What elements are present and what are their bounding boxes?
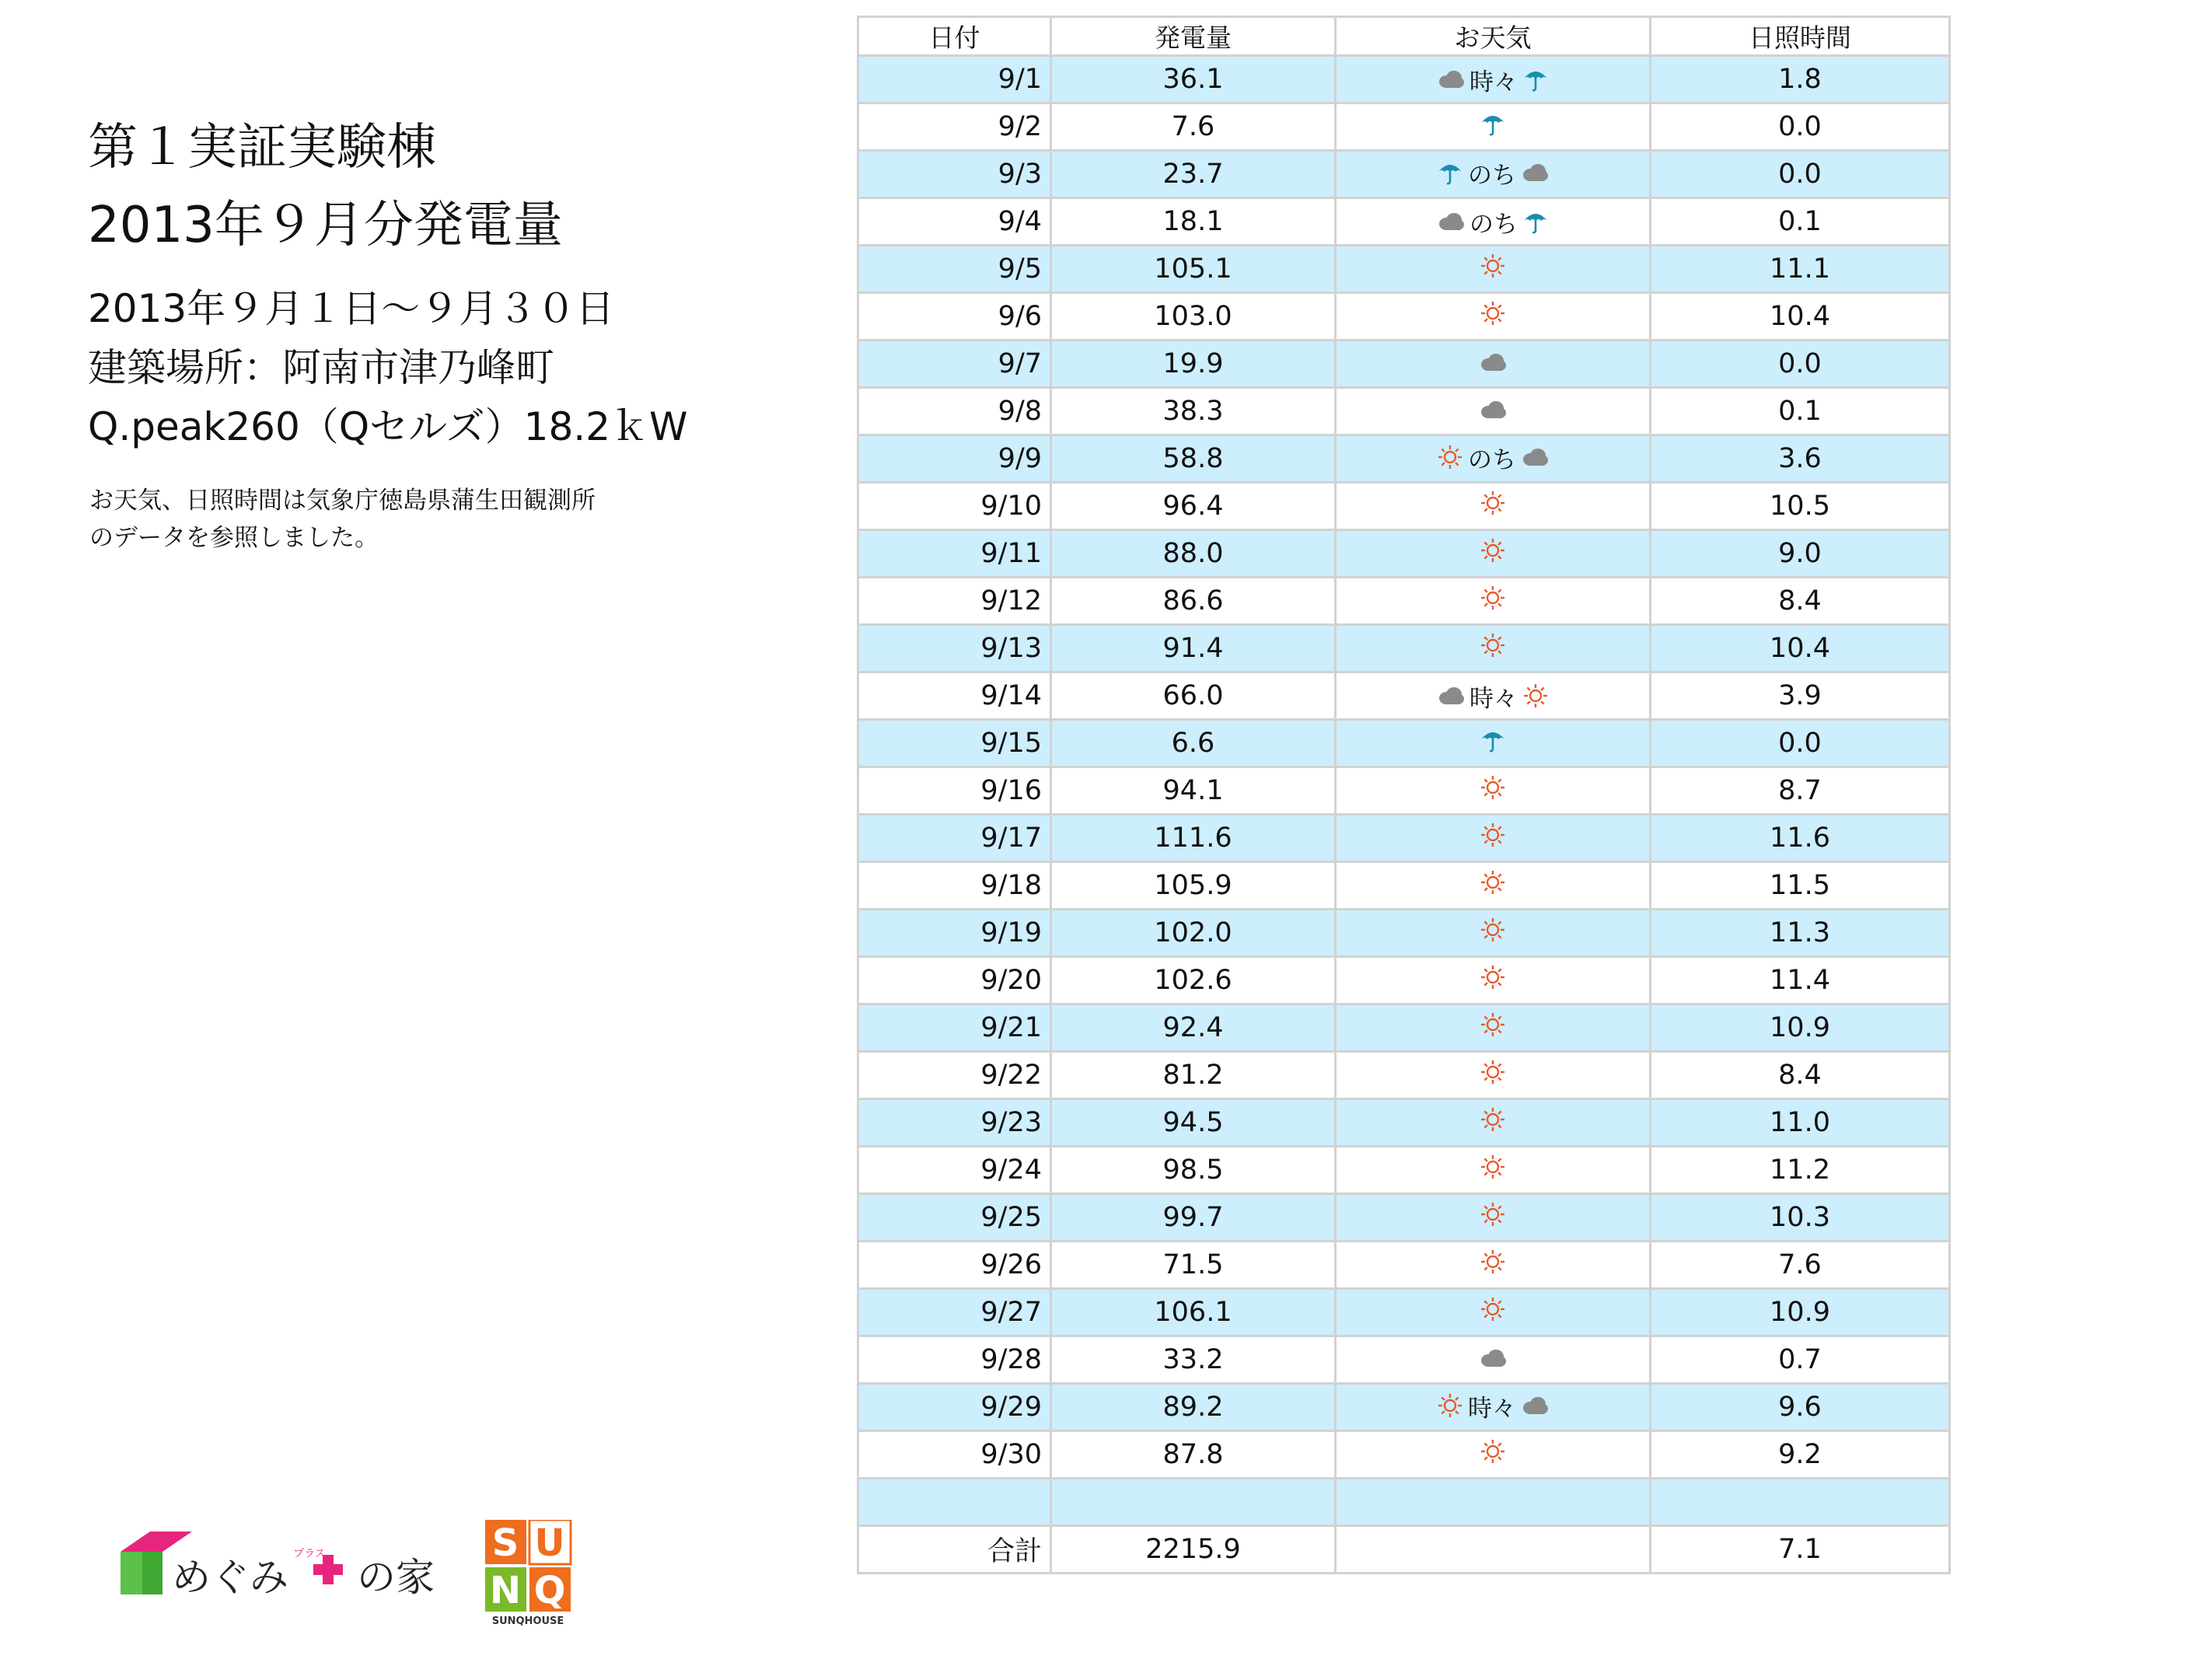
logo-text-megumi: めぐみ [172, 1555, 288, 1600]
table-row [858, 1384, 1950, 1431]
total-row [858, 1526, 1950, 1573]
sun-icon [1480, 917, 1506, 943]
table-row [858, 246, 1950, 293]
power-cell: 38.3 [1051, 388, 1336, 435]
megumi-plus-logo [121, 1530, 463, 1600]
weather-cell [1336, 767, 1651, 815]
cloud-icon [1521, 447, 1549, 467]
sunshine-cell: 0.0 [1651, 103, 1950, 151]
sun-icon [1480, 1249, 1506, 1275]
sunshine-cell: 11.0 [1651, 1099, 1950, 1147]
total-power: 2215.9 [1051, 1526, 1336, 1573]
table-row [858, 625, 1950, 672]
date-cell: 9/30 [858, 1431, 1051, 1479]
table-row [858, 1336, 1950, 1384]
sunshine-cell: 10.9 [1651, 1004, 1950, 1052]
table-row [858, 293, 1950, 341]
table-row [858, 388, 1950, 435]
data-source-note [89, 482, 680, 557]
weather-cell [1336, 103, 1651, 151]
cloud-icon [1479, 352, 1507, 372]
sunshine-cell: 8.4 [1651, 1052, 1950, 1099]
cloud-icon [1521, 1395, 1549, 1416]
sunshine-cell: 0.0 [1651, 341, 1950, 388]
header-power: 発電量 [1051, 17, 1336, 56]
total-weather [1336, 1526, 1651, 1573]
weather-cell [1336, 198, 1651, 246]
power-cell: 96.4 [1051, 483, 1336, 530]
power-cell: 92.4 [1051, 1004, 1336, 1052]
weather-cell [1336, 1242, 1651, 1289]
sun-icon [1480, 774, 1506, 801]
sunshine-cell: 9.0 [1651, 530, 1950, 578]
table-row [858, 957, 1950, 1004]
power-cell: 81.2 [1051, 1052, 1336, 1099]
weather-cell [1336, 625, 1651, 672]
weather-cell [1336, 435, 1651, 483]
sun-icon [1480, 585, 1506, 611]
date-cell: 9/9 [858, 435, 1051, 483]
sunshine-cell: 11.2 [1651, 1147, 1950, 1194]
sun-icon [1480, 964, 1506, 990]
location-text: 建築場所：阿南市津乃峰町 [88, 345, 554, 390]
date-cell: 9/23 [858, 1099, 1051, 1147]
power-cell: 33.2 [1051, 1336, 1336, 1384]
table-row [858, 1242, 1950, 1289]
power-cell: 102.6 [1051, 957, 1336, 1004]
header-date: 日付 [858, 17, 1051, 56]
date-cell: 9/2 [858, 103, 1051, 151]
table-row [858, 198, 1950, 246]
sunshine-cell: 10.3 [1651, 1194, 1950, 1242]
date-cell: 9/7 [858, 341, 1051, 388]
sun-icon [1480, 1154, 1506, 1180]
date-cell: 9/21 [858, 1004, 1051, 1052]
power-cell: 111.6 [1051, 815, 1336, 862]
table-header-row [858, 17, 1950, 56]
date-cell: 9/6 [858, 293, 1051, 341]
table-row [858, 720, 1950, 767]
power-cell: 18.1 [1051, 198, 1336, 246]
weather-transition-text: のち [1468, 445, 1516, 474]
sunshine-cell: 3.6 [1651, 435, 1950, 483]
note-line-1: お天気、日照時間は気象庁徳島県蒲生田観測所 [89, 487, 596, 515]
table-row [858, 1289, 1950, 1336]
total-sunshine: 7.1 [1651, 1526, 1950, 1573]
table-row [858, 103, 1950, 151]
power-cell: 86.6 [1051, 578, 1336, 625]
power-cell: 87.8 [1051, 1431, 1336, 1479]
weather-transition-text: 時々 [1469, 68, 1518, 96]
power-cell: 102.0 [1051, 910, 1336, 957]
sunshine-cell: 11.6 [1651, 815, 1950, 862]
sunshine-cell: 10.4 [1651, 293, 1950, 341]
weather-cell [1336, 862, 1651, 910]
weather-cell [1336, 1099, 1651, 1147]
table-row [858, 672, 1950, 720]
power-cell: 58.8 [1051, 435, 1336, 483]
cloud-icon [1437, 69, 1465, 89]
weather-cell [1336, 483, 1651, 530]
sunshine-cell: 8.7 [1651, 767, 1950, 815]
weather-cell [1336, 530, 1651, 578]
date-cell: 9/12 [858, 578, 1051, 625]
date-cell: 9/3 [858, 151, 1051, 198]
date-cell: 9/5 [858, 246, 1051, 293]
date-cell: 9/17 [858, 815, 1051, 862]
sun-icon [1480, 869, 1506, 896]
weather-cell [1336, 151, 1651, 198]
weather-cell [1336, 910, 1651, 957]
logo-roof-shape [121, 1532, 192, 1552]
weather-transition-text: 時々 [1468, 1394, 1516, 1423]
logo-text-plus: プラス [293, 1548, 326, 1560]
date-cell: 9/14 [858, 672, 1051, 720]
cloud-icon [1479, 400, 1507, 420]
weather-cell [1336, 720, 1651, 767]
sun-icon [1480, 632, 1506, 658]
power-cell: 36.1 [1051, 56, 1336, 103]
weather-transition-text: のち [1468, 161, 1516, 190]
period-text: 2013年９月１日～９月３０日 [88, 286, 615, 331]
power-cell: 103.0 [1051, 293, 1336, 341]
sunshine-cell: 9.6 [1651, 1384, 1950, 1431]
sunshine-cell: 10.4 [1651, 625, 1950, 672]
panel-spec-text: Q.peak260（Qセルズ）18.2ｋW [88, 404, 688, 449]
weather-cell [1336, 578, 1651, 625]
sunshine-cell: 0.0 [1651, 720, 1950, 767]
date-cell: 9/8 [858, 388, 1051, 435]
sun-icon [1480, 822, 1506, 848]
sun-icon [1437, 444, 1463, 470]
sunshine-cell: 8.4 [1651, 578, 1950, 625]
sun-icon [1480, 1296, 1506, 1322]
date-cell: 9/16 [858, 767, 1051, 815]
weather-cell [1336, 1384, 1651, 1431]
sunq-house-logo [484, 1520, 573, 1627]
rain-icon [1437, 159, 1463, 186]
power-cell: 94.1 [1051, 767, 1336, 815]
date-cell: 9/10 [858, 483, 1051, 530]
header-sunshine: 日照時間 [1651, 17, 1950, 56]
sun-icon [1480, 253, 1506, 279]
date-cell: 9/13 [858, 625, 1051, 672]
date-cell: 9/19 [858, 910, 1051, 957]
cloud-icon [1479, 1348, 1507, 1368]
table-row [858, 341, 1950, 388]
table-row [858, 1194, 1950, 1242]
power-cell: 99.7 [1051, 1194, 1336, 1242]
power-cell: 6.6 [1051, 720, 1336, 767]
weather-cell [1336, 957, 1651, 1004]
rain-icon [1522, 66, 1549, 93]
sunshine-cell: 0.0 [1651, 151, 1950, 198]
sunshine-cell: 7.6 [1651, 1242, 1950, 1289]
table-row [858, 1004, 1950, 1052]
date-cell: 9/15 [858, 720, 1051, 767]
weather-cell [1336, 1194, 1651, 1242]
power-cell: 105.9 [1051, 862, 1336, 910]
weather-cell [1336, 1336, 1651, 1384]
sun-icon [1480, 1201, 1506, 1228]
table-row [858, 483, 1950, 530]
table-row [858, 578, 1950, 625]
sun-icon [1480, 1438, 1506, 1465]
weather-transition-text: 時々 [1469, 684, 1518, 713]
date-cell [858, 1479, 1051, 1526]
sunshine-cell: 11.5 [1651, 862, 1950, 910]
sun-icon [1480, 300, 1506, 327]
table-row [858, 910, 1950, 957]
sunshine-cell: 10.5 [1651, 483, 1950, 530]
logo-text-house: の家 [357, 1555, 435, 1600]
table-row [858, 56, 1950, 103]
date-cell: 9/4 [858, 198, 1051, 246]
weather-cell [1336, 1431, 1651, 1479]
sunshine-cell: 0.1 [1651, 388, 1950, 435]
table-row [858, 767, 1950, 815]
sunshine-cell: 10.9 [1651, 1289, 1950, 1336]
weather-cell [1336, 341, 1651, 388]
generation-table [857, 16, 1951, 1574]
power-cell: 106.1 [1051, 1289, 1336, 1336]
sun-icon [1522, 683, 1549, 709]
rain-icon [1480, 727, 1506, 753]
sunshine-cell: 11.3 [1651, 910, 1950, 957]
sun-icon [1480, 1011, 1506, 1038]
date-cell: 9/22 [858, 1052, 1051, 1099]
table-row [858, 815, 1950, 862]
date-cell: 9/25 [858, 1194, 1051, 1242]
table-row [858, 151, 1950, 198]
power-cell: 94.5 [1051, 1099, 1336, 1147]
page-title-line2: 2013年９月分発電量 [88, 197, 563, 254]
date-cell: 9/1 [858, 56, 1051, 103]
table-row [858, 1099, 1950, 1147]
power-cell: 105.1 [1051, 246, 1336, 293]
table-row [858, 862, 1950, 910]
weather-cell [1336, 672, 1651, 720]
cloud-icon [1437, 211, 1465, 232]
table-row [858, 530, 1950, 578]
sunshine-cell: 0.1 [1651, 198, 1950, 246]
cloud-icon [1521, 162, 1549, 183]
table-row [858, 1431, 1950, 1479]
date-cell: 9/28 [858, 1336, 1051, 1384]
power-cell: 66.0 [1051, 672, 1336, 720]
weather-cell [1336, 1052, 1651, 1099]
date-cell: 9/24 [858, 1147, 1051, 1194]
sun-icon [1437, 1392, 1463, 1419]
power-cell: 88.0 [1051, 530, 1336, 578]
page-title-line1: 第１実証実験棟 [88, 119, 436, 176]
date-cell: 9/20 [858, 957, 1051, 1004]
weather-cell [1336, 1004, 1651, 1052]
power-cell: 19.9 [1051, 341, 1336, 388]
table-row [858, 1147, 1950, 1194]
date-cell: 9/29 [858, 1384, 1051, 1431]
weather-transition-text: のち [1469, 210, 1518, 239]
sun-icon [1480, 490, 1506, 516]
weather-cell [1336, 1289, 1651, 1336]
weather-cell [1336, 815, 1651, 862]
sun-icon [1480, 537, 1506, 564]
note-line-2: のデータを参照しました。 [89, 524, 379, 552]
sunshine-cell: 9.2 [1651, 1431, 1950, 1479]
date-cell: 9/27 [858, 1289, 1051, 1336]
power-cell: 23.7 [1051, 151, 1336, 198]
date-cell: 9/26 [858, 1242, 1051, 1289]
cloud-icon [1437, 686, 1465, 706]
weather-cell [1336, 388, 1651, 435]
table-row [858, 1479, 1950, 1526]
logo-letter-n: N [489, 1569, 522, 1612]
rain-icon [1480, 110, 1506, 137]
date-cell: 9/11 [858, 530, 1051, 578]
weather-cell [1336, 293, 1651, 341]
sun-icon [1480, 1106, 1506, 1133]
sunshine-cell: 1.8 [1651, 56, 1950, 103]
logo-letter-q: Q [533, 1569, 566, 1612]
table-row [858, 1052, 1950, 1099]
weather-cell [1336, 1147, 1651, 1194]
logo-caption: SUNQHOUSE [491, 1615, 564, 1627]
logo-letter-s: S [491, 1521, 519, 1565]
total-label: 合計 [858, 1526, 1051, 1573]
sunshine-cell: 0.7 [1651, 1336, 1950, 1384]
power-cell: 91.4 [1051, 625, 1336, 672]
power-cell [1051, 1479, 1336, 1526]
power-cell: 98.5 [1051, 1147, 1336, 1194]
sunshine-cell: 11.4 [1651, 957, 1950, 1004]
weather-cell [1336, 246, 1651, 293]
power-cell: 7.6 [1051, 103, 1336, 151]
logo-letter-u: U [534, 1521, 565, 1565]
sunshine-cell: 11.1 [1651, 246, 1950, 293]
power-cell: 89.2 [1051, 1384, 1336, 1431]
date-cell: 9/18 [858, 862, 1051, 910]
table-row [858, 435, 1950, 483]
power-cell: 71.5 [1051, 1242, 1336, 1289]
header-weather: お天気 [1336, 17, 1651, 56]
rain-icon [1522, 208, 1549, 235]
sunshine-cell [1651, 1479, 1950, 1526]
sunshine-cell: 3.9 [1651, 672, 1950, 720]
weather-cell [1336, 1479, 1651, 1526]
weather-cell [1336, 56, 1651, 103]
sun-icon [1480, 1059, 1506, 1085]
